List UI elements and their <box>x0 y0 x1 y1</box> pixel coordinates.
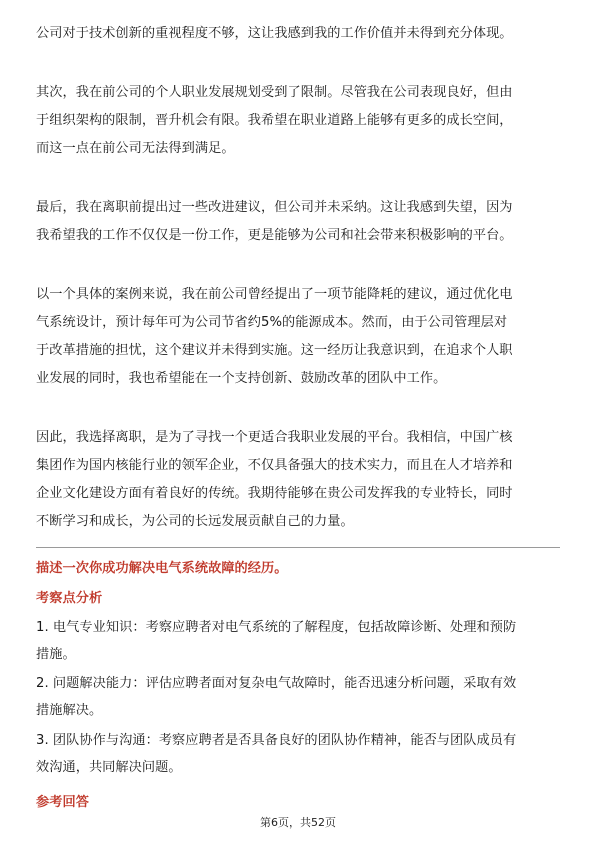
answer-heading: 参考回答 <box>36 795 89 810</box>
paragraph-line: 企业文化建设方面有着良好的传统。我期待能够在贵公司发挥我的专业特长，同时 <box>36 486 513 501</box>
paragraph-line: 不断学习和成长，为公司的长远发展贡献自己的力量。 <box>36 514 354 529</box>
paragraph-line: 我希望我的工作不仅仅是一份工作，更是能够为公司和社会带来积极影响的平台。 <box>36 228 513 243</box>
paragraph-line: 以一个具体的案例来说，我在前公司曾经提出了一项节能降耗的建议，通过优化电 <box>36 287 513 302</box>
paragraph-line: 于改革措施的担忧，这个建议并未得到实施。这一经历让我意识到，在追求个人职 <box>36 343 513 358</box>
analysis-item: 2. 问题解决能力：评估应聘者面对复杂电气故障时，能否迅速分析问题，采取有效 <box>36 676 517 691</box>
paragraph-line: 而这一点在前公司无法得到满足。 <box>36 141 235 156</box>
document-page <box>36 0 560 842</box>
paragraph-line: 其次，我在前公司的个人职业发展规划受到了限制。尽管我在公司表现良好，但由 <box>36 85 513 100</box>
question-heading: 描述一次你成功解决电气系统故障的经历。 <box>36 561 288 576</box>
analysis-heading: 考察点分析 <box>36 591 103 606</box>
paragraph-line: 最后，我在离职前提出过一些改进建议，但公司并未采纳。这让我感到失望，因为 <box>36 200 513 215</box>
divider <box>36 547 560 548</box>
analysis-item: 措施。 <box>36 647 76 662</box>
analysis-item: 3. 团队协作与沟通：考察应聘者是否具备良好的团队协作精神，能否与团队成员有 <box>36 733 517 748</box>
paragraph-line: 气系统设计，预计每年可为公司节省约5%的能源成本。然而，由于公司管理层对 <box>36 315 508 330</box>
analysis-item: 效沟通，共同解决问题。 <box>36 760 182 775</box>
paragraph-line: 业发展的同时，我也希望能在一个支持创新、鼓励改革的团队中工作。 <box>36 371 447 386</box>
analysis-item: 1. 电气专业知识：考察应聘者对电气系统的了解程度，包括故障诊断、处理和预防 <box>36 620 517 635</box>
paragraph-line: 集团作为国内核能行业的领军企业，不仅具备强大的技术实力，而且在人才培养和 <box>36 458 513 473</box>
page-footer: 第6页，共52页 <box>260 816 336 829</box>
paragraph-line: 于组织架构的限制，晋升机会有限。我希望在职业道路上能够有更多的成长空间， <box>36 113 513 128</box>
paragraph-line: 公司对于技术创新的重视程度不够，这让我感到我的工作价值并未得到充分体现。 <box>36 26 513 41</box>
paragraph-line: 因此，我选择离职，是为了寻找一个更适合我职业发展的平台。我相信，中国广核 <box>36 430 513 445</box>
analysis-item: 措施解决。 <box>36 703 103 718</box>
